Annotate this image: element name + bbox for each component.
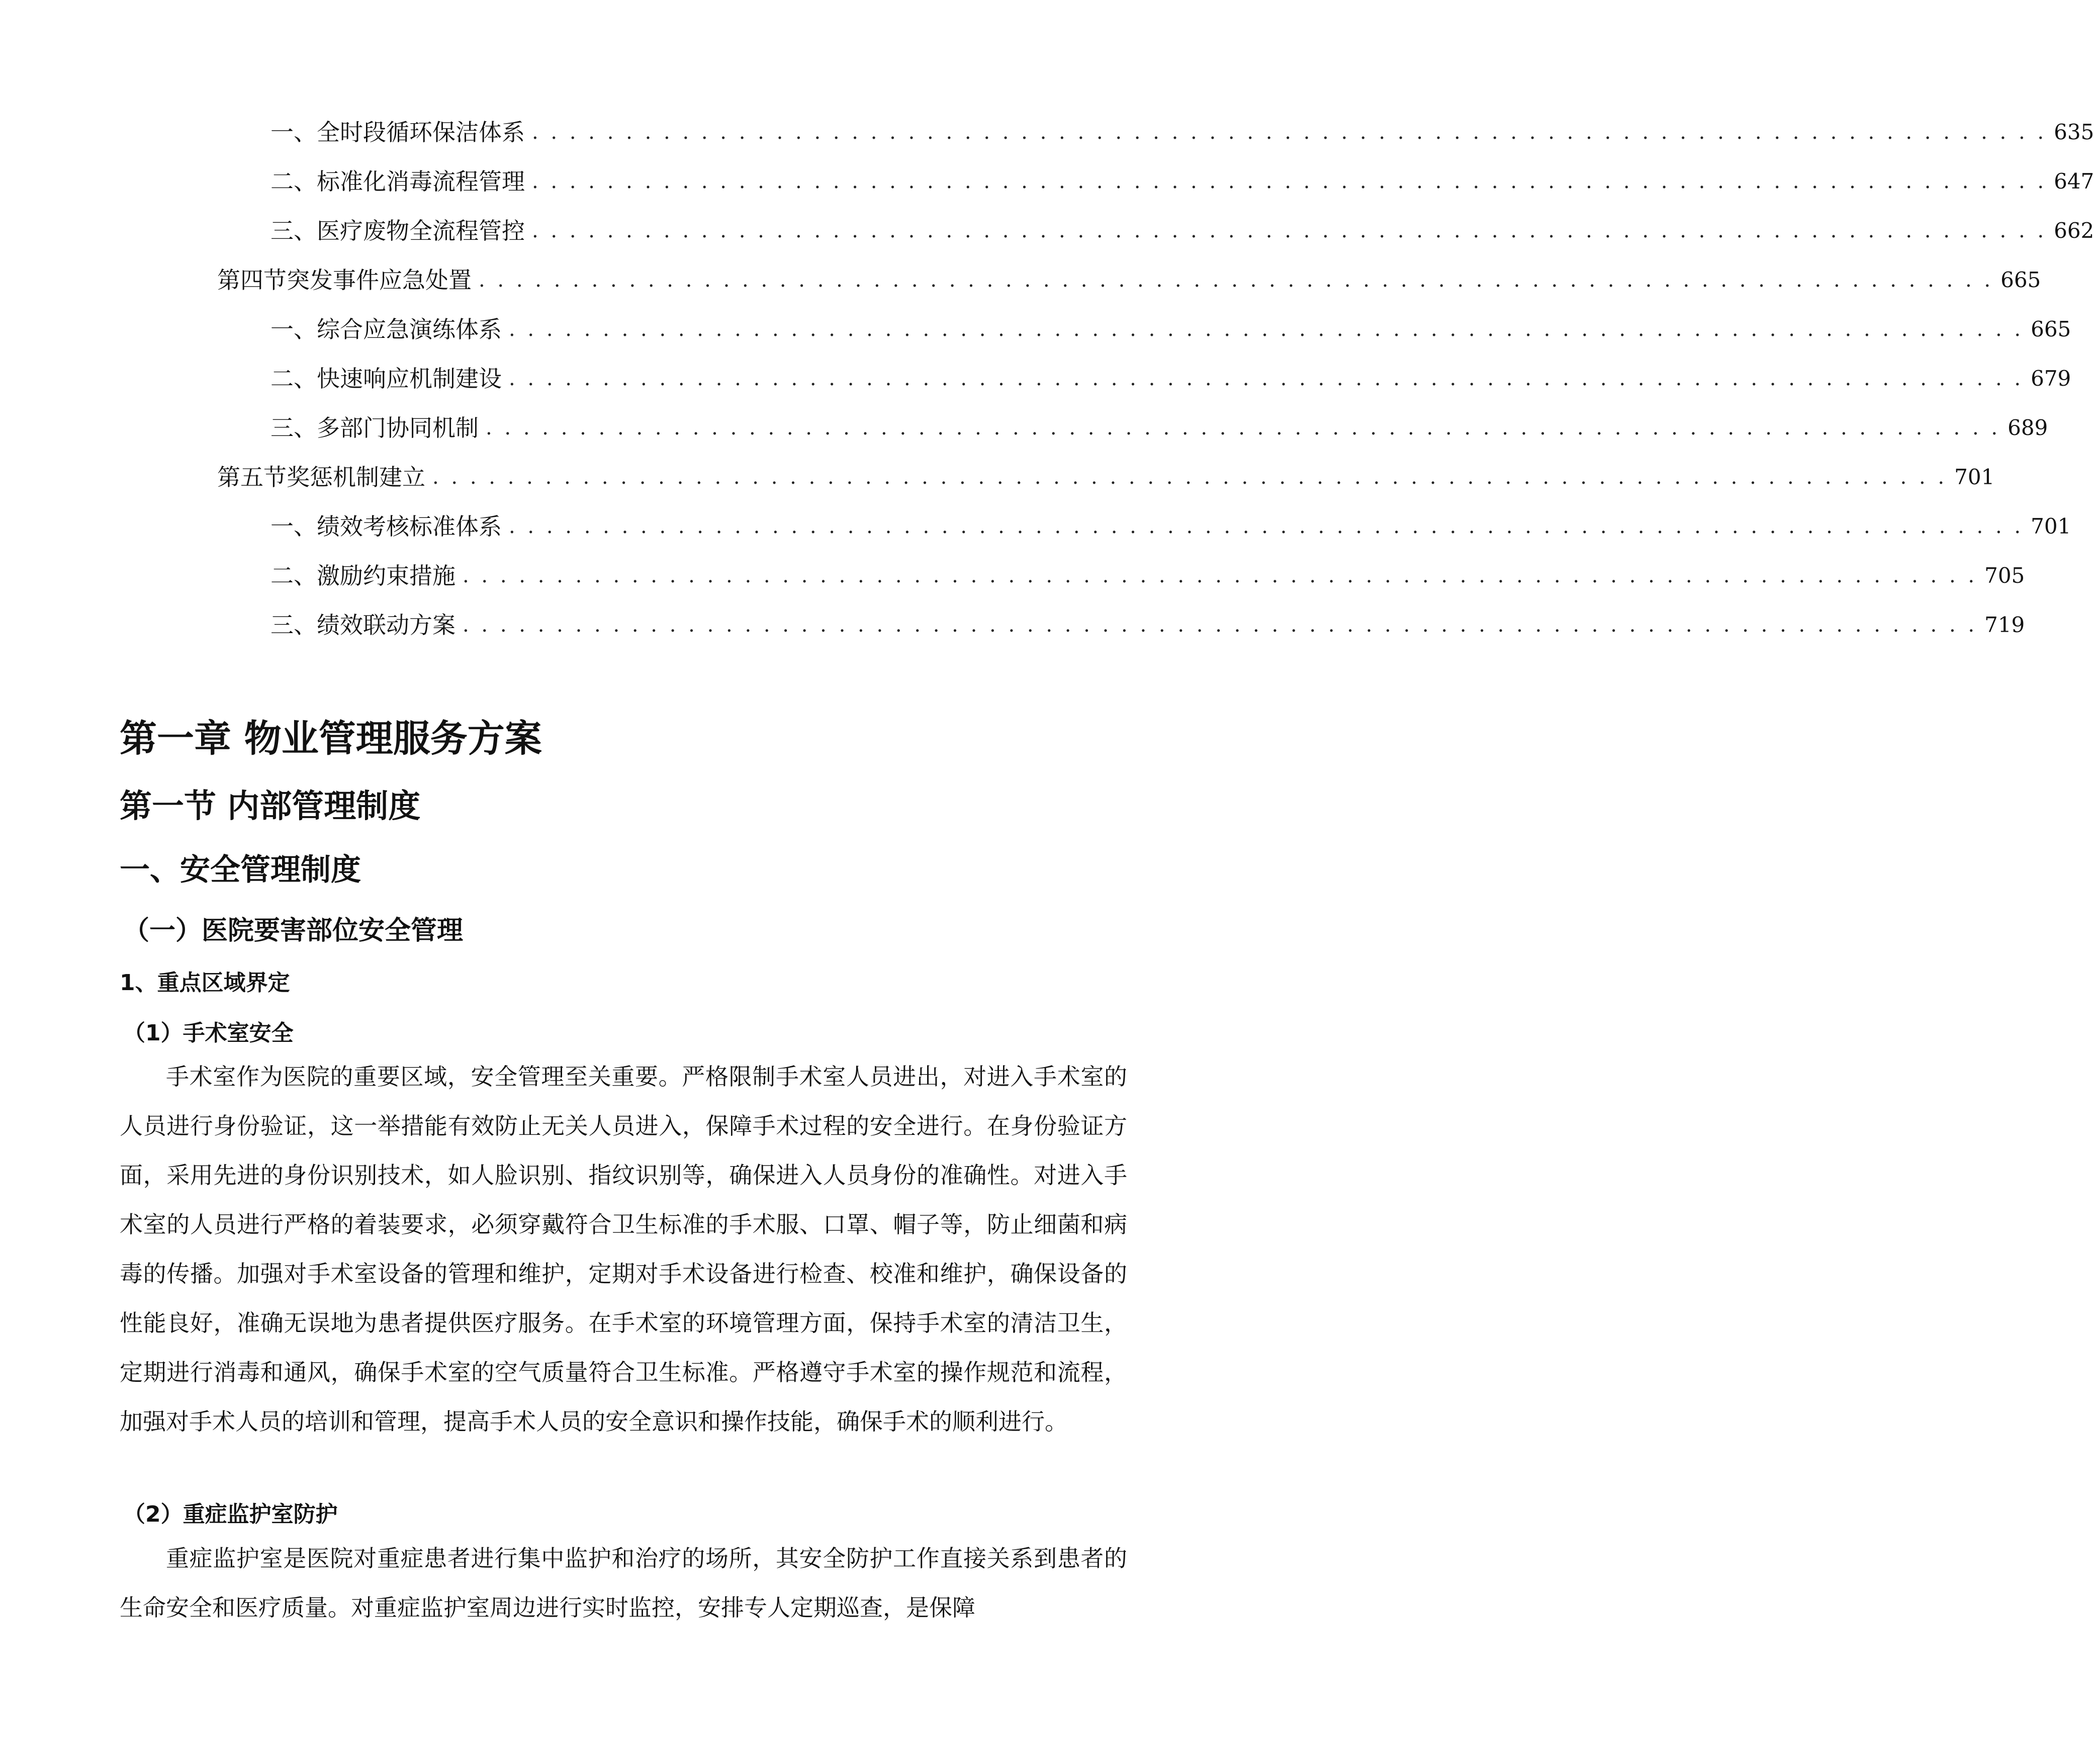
toc-entry-page: 705	[1984, 563, 2025, 588]
toc-entry-number: 一、	[270, 119, 317, 146]
toc-entry[interactable]	[270, 410, 2048, 446]
toc-entry-number: 三、	[270, 414, 317, 442]
toc-entry-title: 激励约束措施	[317, 562, 456, 589]
toc-dot-leader: . . . . . . . . . . . . . . . . . . . . . . . . . . . . . . . . . . . . . . . . . . . . . . . . . . . . . . . . . . . . . . . . . . . . . . . . . . . . . . . . .	[509, 515, 2024, 538]
toc-entry-title: 突发事件应急处置	[287, 267, 472, 294]
toc-entry-number: 第四节	[217, 267, 287, 294]
subsubsection-title: （一）医院要害部位安全管理	[123, 916, 464, 946]
toc-entry-number: 二、	[270, 365, 317, 392]
toc-entry[interactable]	[270, 115, 2094, 150]
toc-entry-page: 719	[1984, 612, 2025, 637]
toc-entry-number: 一、	[270, 513, 317, 540]
toc-entry[interactable]	[217, 262, 2041, 298]
toc-dot-leader: . . . . . . . . . . . . . . . . . . . . . . . . . . . . . . . . . . . . . . . . . . . . . . . . . . . . . . . . . . . . . . . . . . . . . . . . . . . . . . . . .	[463, 613, 1978, 637]
toc-entry-title: 奖惩机制建立	[287, 464, 425, 491]
toc-entry[interactable]	[270, 164, 2094, 199]
toc-entry[interactable]	[270, 312, 2071, 347]
toc-entry-title: 多部门协同机制	[317, 414, 479, 442]
toc-entry-page: 701	[2031, 514, 2071, 539]
chapter-title: 第一章 物业管理服务方案	[120, 717, 542, 760]
toc-entry-page: 635	[2054, 120, 2094, 144]
toc-entry[interactable]	[270, 361, 2071, 396]
toc-entry-title: 医疗废物全流程管控	[317, 217, 525, 244]
toc-entry[interactable]	[217, 460, 1995, 495]
toc-entry-number: 第五节	[217, 464, 287, 491]
toc-dot-leader: . . . . . . . . . . . . . . . . . . . . . . . . . . . . . . . . . . . . . . . . . . . . . . . . . . . . . . . . . . . . . . . . . . . . . . . . . . . . . . . . .	[532, 219, 2047, 242]
toc-entry[interactable]	[270, 509, 2071, 544]
section-title: 第一节 内部管理制度	[120, 788, 421, 825]
toc-entry-title: 快速响应机制建设	[317, 365, 502, 392]
toc-entry[interactable]	[270, 607, 2025, 643]
toc-dot-leader: . . . . . . . . . . . . . . . . . . . . . . . . . . . . . . . . . . . . . . . . . . . . . . . . . . . . . . . . . . . . . . . . . . . . . . . . . . . . . . . . .	[509, 367, 2024, 390]
toc-dot-leader: . . . . . . . . . . . . . . . . . . . . . . . . . . . . . . . . . . . . . . . . . . . . . . . . . . . . . . . . . . . . . . . . . . . . . . . . . . . . . . . . .	[532, 121, 2047, 144]
toc-entry[interactable]	[270, 558, 2025, 593]
toc-entry[interactable]	[270, 213, 2094, 248]
toc-dot-leader: . . . . . . . . . . . . . . . . . . . . . . . . . . . . . . . . . . . . . . . . . . . . . . . . . . . . . . . . . . . . . . . . . . . . . . . . . . . . . . . . .	[479, 269, 1994, 292]
body-paragraph: 手术室作为医院的重要区域，安全管理至关重要。严格限制手术室人员进出，对进入手术室的人员进行身份验证，这一举措能有效防止无关人员进入，保障手术过程的安全进行。在身份验证方面，采用先进的身份识别技术，如人脸识别、指纹识别等，确保进入人员身份的准确性。对进入手术室的人员进行严格的着装要求，必须穿戴符合卫生标准的手术服、口罩、帽子等，防止细菌和病毒的传播。加强对手术室设备的管理和维护，定期对手术设备进行检查、校准和维护，确保设备的性能良好，准确无误地为患者提供医疗服务。在手术室的环境管理方面，保持手术室的清洁卫生，定期进行消毒和通风，确保手术室的空气质量符合卫生标准。严格遵守手术室的操作规范和流程，加强对手术人员的培训和管理，提高手术人员的安全意识和操作技能，确保手术的顺利进行。	[120, 1063, 1127, 1435]
toc-entry-title: 标准化消毒流程管理	[317, 168, 525, 195]
toc-dot-leader: . . . . . . . . . . . . . . . . . . . . . . . . . . . . . . . . . . . . . . . . . . . . . . . . . . . . . . . . . . . . . . . . . . . . . . . . . . . . . . . . .	[486, 416, 2001, 439]
toc-entry-number: 二、	[270, 168, 317, 195]
toc-dot-leader: . . . . . . . . . . . . . . . . . . . . . . . . . . . . . . . . . . . . . . . . . . . . . . . . . . . . . . . . . . . . . . . . . . . . . . . . . . . . . . . . .	[509, 318, 2024, 341]
toc-entry-number: 三、	[270, 611, 317, 639]
toc-entry-number: 三、	[270, 217, 317, 244]
toc-entry-page: 689	[2008, 415, 2048, 440]
subitem-title-icu: （2）重症监护室防护	[123, 1502, 338, 1527]
toc-entry-page: 647	[2054, 169, 2094, 194]
toc-entry-title: 综合应急演练体系	[317, 316, 502, 343]
toc-entry-number: 一、	[270, 316, 317, 343]
toc-entry-title: 全时段循环保洁体系	[317, 119, 525, 146]
subitem-title-operating-room: （1）手术室安全	[123, 1020, 294, 1046]
toc-entry-page: 679	[2031, 366, 2071, 391]
toc-entry-title: 绩效联动方案	[317, 611, 456, 639]
body-paragraph: 重症监护室是医院对重症患者进行集中监护和治疗的场所，其安全防护工作直接关系到患者的生命安全和医疗质量。对重症监护室周边进行实时监控，安排专人定期巡查，是保障	[120, 1545, 1127, 1621]
toc-entry-title: 绩效考核标准体系	[317, 513, 502, 540]
toc-dot-leader: . . . . . . . . . . . . . . . . . . . . . . . . . . . . . . . . . . . . . . . . . . . . . . . . . . . . . . . . . . . . . . . . . . . . . . . . . . . . . . . . .	[432, 466, 1948, 489]
toc-entry-page: 662	[2054, 218, 2094, 243]
toc-entry-page: 665	[2031, 317, 2071, 341]
subsection-title: 一、安全管理制度	[120, 852, 361, 888]
item-title: 1、重点区域界定	[120, 970, 290, 996]
toc-dot-leader: . . . . . . . . . . . . . . . . . . . . . . . . . . . . . . . . . . . . . . . . . . . . . . . . . . . . . . . . . . . . . . . . . . . . . . . . . . . . . . . . .	[463, 564, 1978, 587]
toc-entry-page: 701	[1954, 465, 1995, 489]
toc-entry-page: 665	[2000, 268, 2041, 292]
toc-dot-leader: . . . . . . . . . . . . . . . . . . . . . . . . . . . . . . . . . . . . . . . . . . . . . . . . . . . . . . . . . . . . . . . . . . . . . . . . . . . . . . . . .	[532, 170, 2047, 193]
toc-entry-number: 二、	[270, 562, 317, 589]
